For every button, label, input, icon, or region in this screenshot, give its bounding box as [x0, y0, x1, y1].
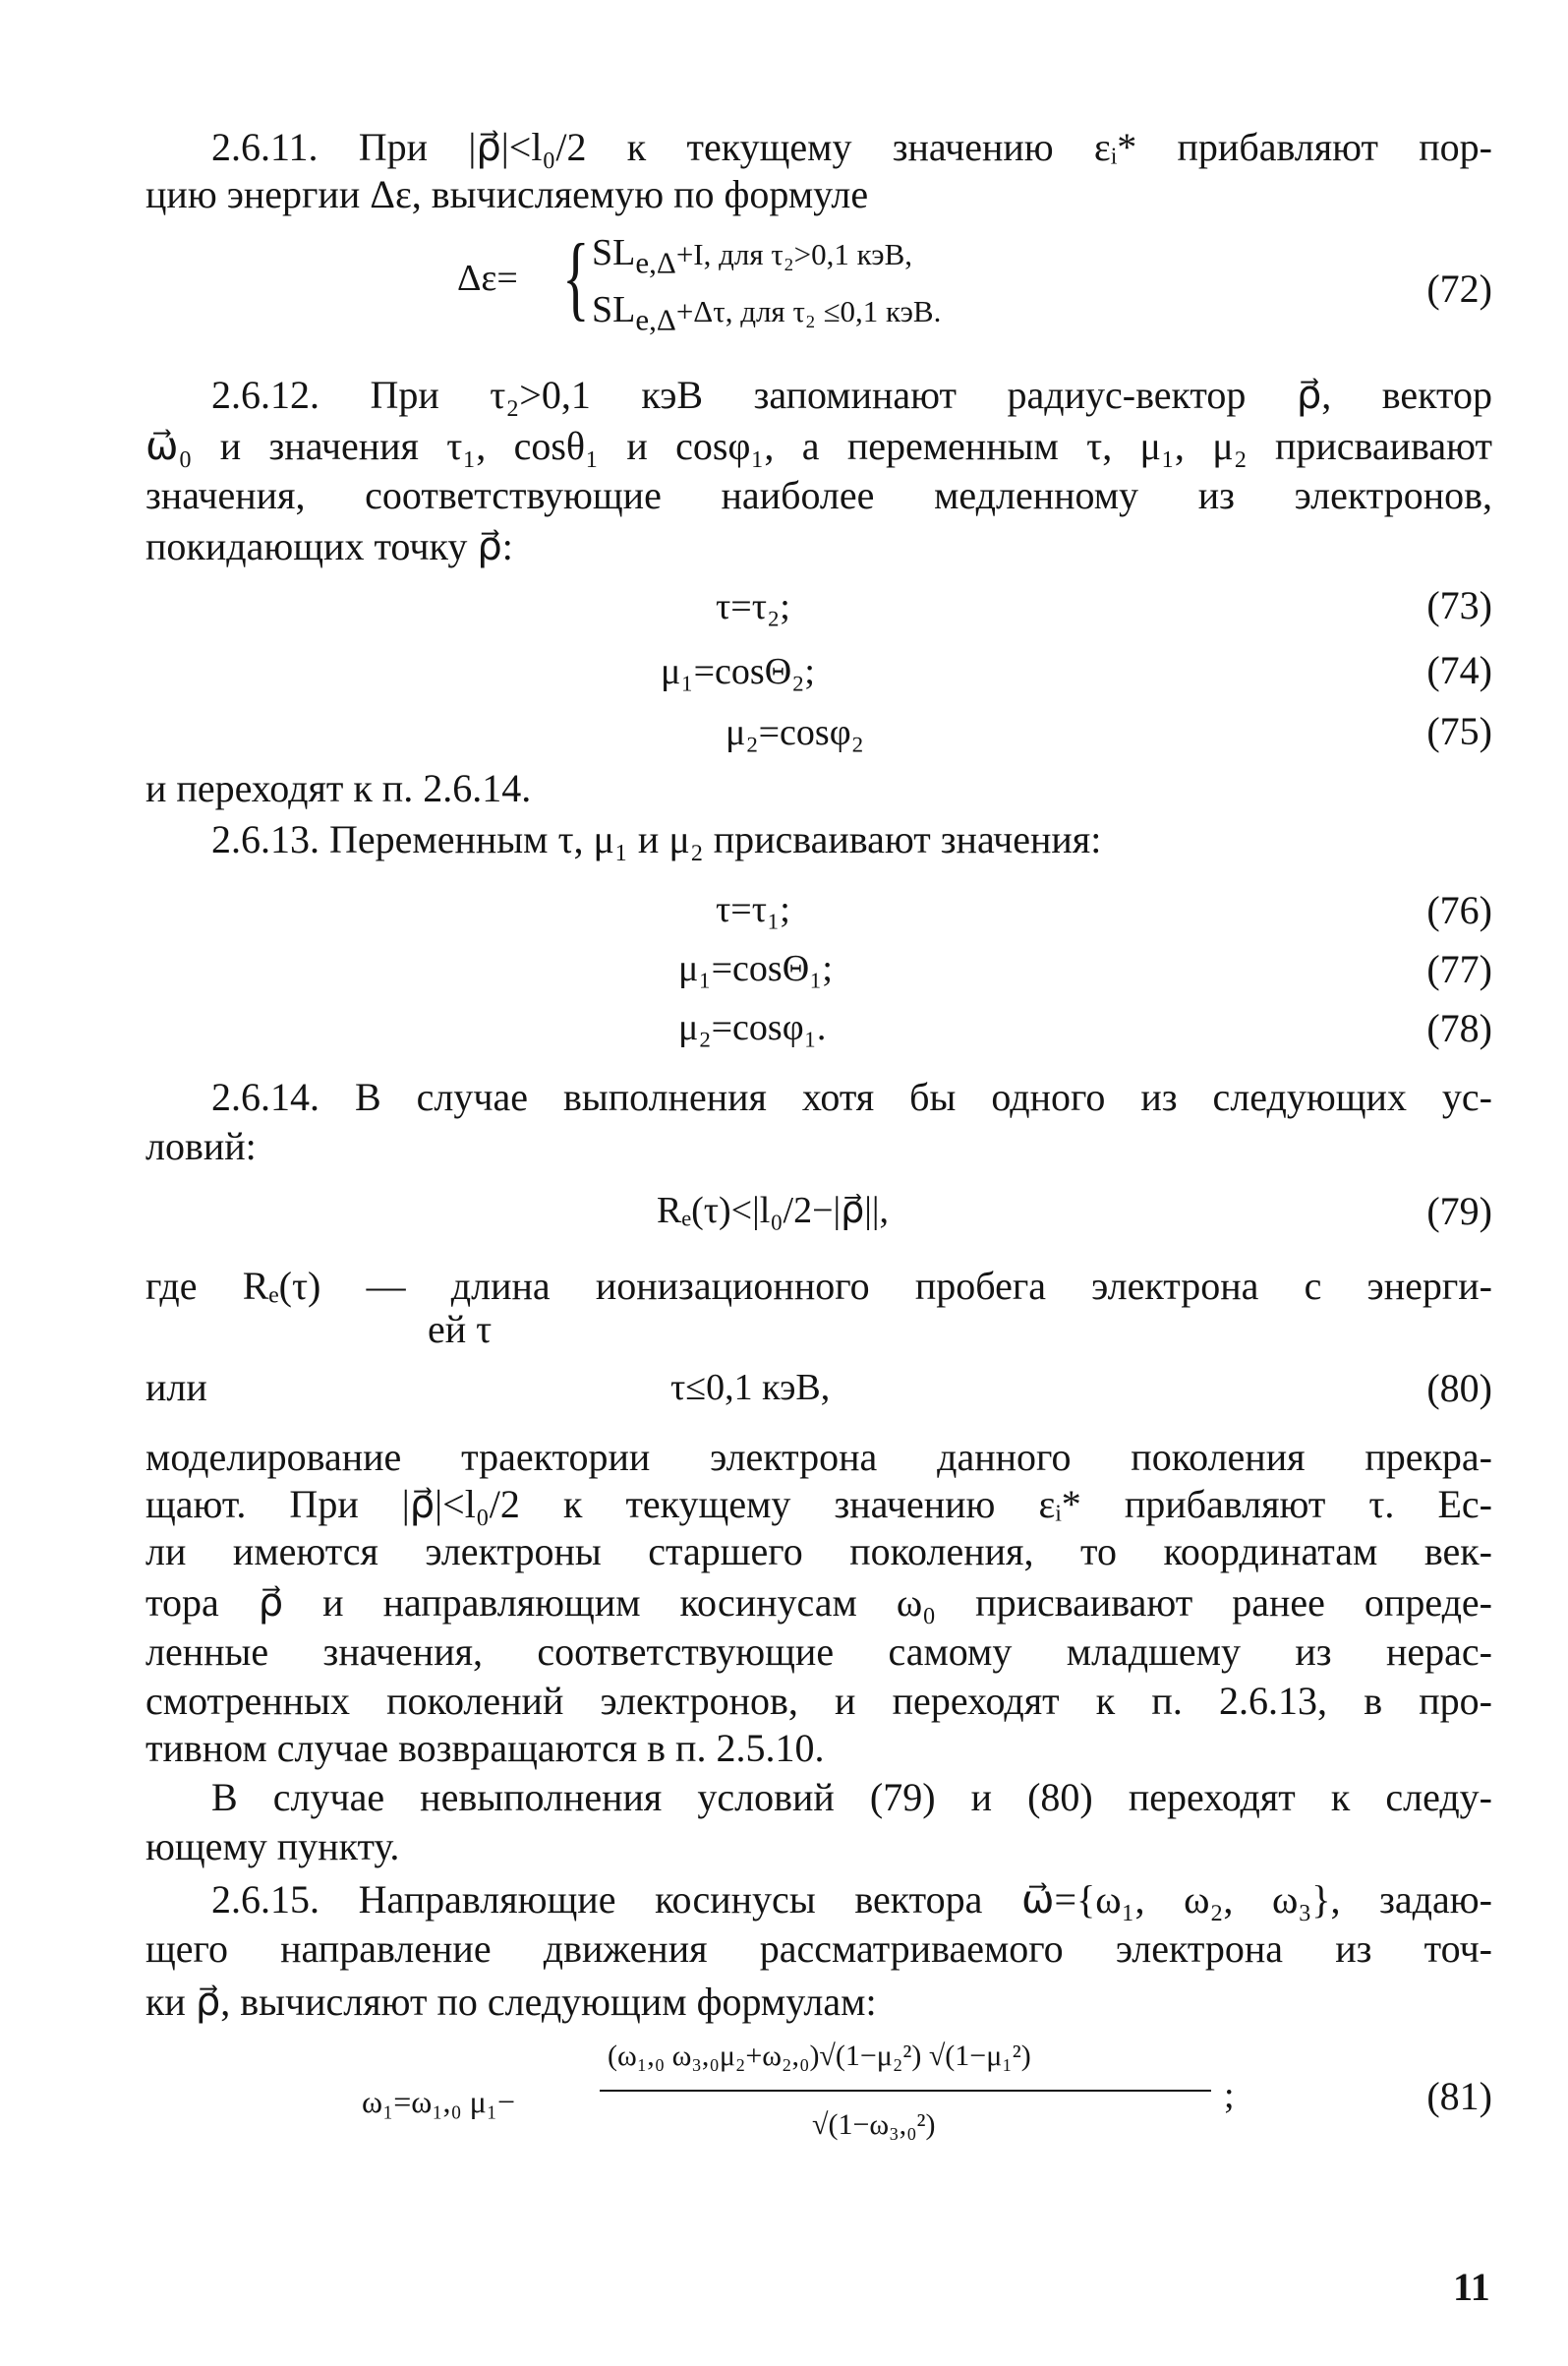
eq73-number: (73)	[1426, 583, 1492, 627]
eq72-case-1: $SL_{e,\Delta}+I$, для τ₂>0,1 кэВ,	[592, 232, 913, 280]
eq81-number: (81)	[1426, 2074, 1492, 2118]
eq81-fraction-bar	[600, 2090, 1211, 2092]
eq75-number: (75)	[1426, 709, 1492, 753]
eq78-expression: μ₂=cosφ₁.	[678, 1007, 827, 1048]
paragraph-2-6-15-line-2: щего направление движения рассматриваемого электрона из точ-	[145, 1926, 1492, 1971]
where-definition-line-1: где Rₑ(τ) — длина ионизационного пробега электрона с энерги-	[145, 1264, 1492, 1308]
eq77-number: (77)	[1426, 947, 1492, 991]
eq76-expression: τ=τ₁;	[716, 889, 790, 930]
eq79-number: (79)	[1426, 1189, 1492, 1233]
eq81-lhs: ω₁=ω₁,₀ μ₁−	[362, 2084, 515, 2119]
paragraph-model-line-3: ли имеются электроны старшего поколения, то координатам век-	[145, 1529, 1492, 1573]
paragraph-model-line-1: моделирование траектории электрона данного поколения прекра-	[145, 1435, 1492, 1479]
eq80-expression: τ≤0,1 кэВ,	[670, 1367, 831, 1408]
eq80-prefix: или	[145, 1365, 207, 1409]
paragraph-2-6-12-line-3: значения, соответствующие наиболее медленному из электронов,	[145, 473, 1492, 517]
eq77-expression: μ₁=cosΘ₁;	[678, 948, 833, 989]
paragraph-model-line-7: тивном случае возвращаются в п. 2.5.10.	[145, 1726, 825, 1770]
eq78-number: (78)	[1426, 1006, 1492, 1050]
paragraph-2-6-12-line-4: покидающих точку ρ⃗:	[145, 524, 513, 568]
paragraph-model-line-4: тора ρ⃗ и направляющим косинусам ω₀ присваивают ранее опреде-	[145, 1580, 1492, 1625]
where-definition-line-2: ей τ	[428, 1307, 493, 1351]
paragraph-2-6-12-line-2: ω⃗₀ и значения τ₁, cosθ₁ и cosφ₁, а переменным τ, μ₁, μ₂ присваивают	[145, 424, 1492, 468]
paragraph-2-6-15-line-3: ки ρ⃗, вычисляют по следующим формулам:	[145, 1980, 877, 2024]
eq74-expression: μ₁=cosΘ₂;	[661, 651, 815, 692]
eq72-case-2: $SL_{e,\Delta}+\Delta\tau$, для τ₂ ≤0,1 кэВ.	[592, 289, 942, 337]
eq79-expression: Rₑ(τ)<|l₀/2−|ρ⃗||,	[657, 1190, 889, 1231]
eq72-brace: {	[562, 224, 590, 329]
paragraph-2-6-15-line-1: 2.6.15. Направляющие косинусы вектора ω⃗={ω₁, ω₂, ω₃}, задаю-	[211, 1877, 1492, 1922]
eq72-lhs: Δε=	[457, 258, 518, 299]
paragraph-2-6-14-line-1: 2.6.14. В случае выполнения хотя бы одного из следующих ус-	[211, 1075, 1492, 1119]
paragraph-2-6-11-line-2: цию энергии Δε, вычисляемую по формуле	[145, 172, 869, 216]
page-number: 11	[1453, 2265, 1490, 2309]
paragraph-fail-line-2: ющему пункту.	[145, 1824, 400, 1868]
eq80-number: (80)	[1426, 1366, 1492, 1410]
eq81-numerator: (ω₁,₀ ω₃,₀μ₂+ω₂,₀)√(1−μ₂²) √(1−μ₁²)	[608, 2040, 1031, 2072]
eq72-number: (72)	[1426, 266, 1492, 311]
paragraph-model-line-2: щают. При |ρ⃗|<l₀/2 к текущему значению εᵢ* прибавляют τ. Ес-	[145, 1482, 1492, 1526]
paragraph-2-6-14-line-2: ловий:	[145, 1124, 257, 1168]
eq75-expression: μ₂=cosφ₂	[726, 712, 864, 753]
paragraph-2-6-12-line-1: 2.6.12. При τ₂>0,1 кэВ запоминают радиус-вектор ρ⃗, вектор	[211, 373, 1492, 417]
paragraph-2-6-11-line-1: 2.6.11. При |ρ⃗|<l₀/2 к текущему значению εᵢ* прибавляют пор-	[211, 125, 1492, 169]
paragraph-model-line-5: ленные значения, соответствующие самому младшему из нерас-	[145, 1629, 1492, 1674]
goto-2-6-14-line: и переходят к п. 2.6.14.	[145, 766, 532, 810]
eq74-number: (74)	[1426, 648, 1492, 692]
eq76-number: (76)	[1426, 888, 1492, 932]
eq81-denominator: √(1−ω₃,₀²)	[812, 2108, 936, 2141]
paragraph-2-6-13-line-1: 2.6.13. Переменным τ, μ₁ и μ₂ присваивают значения:	[211, 817, 1102, 861]
paragraph-model-line-6: смотренных поколений электронов, и переходят к п. 2.6.13, в про-	[145, 1679, 1492, 1723]
eq81-tail: ;	[1224, 2075, 1235, 2116]
eq73-expression: τ=τ₂;	[716, 586, 790, 627]
paragraph-fail-line-1: В случае невыполнения условий (79) и (80) переходят к следу-	[211, 1775, 1492, 1819]
